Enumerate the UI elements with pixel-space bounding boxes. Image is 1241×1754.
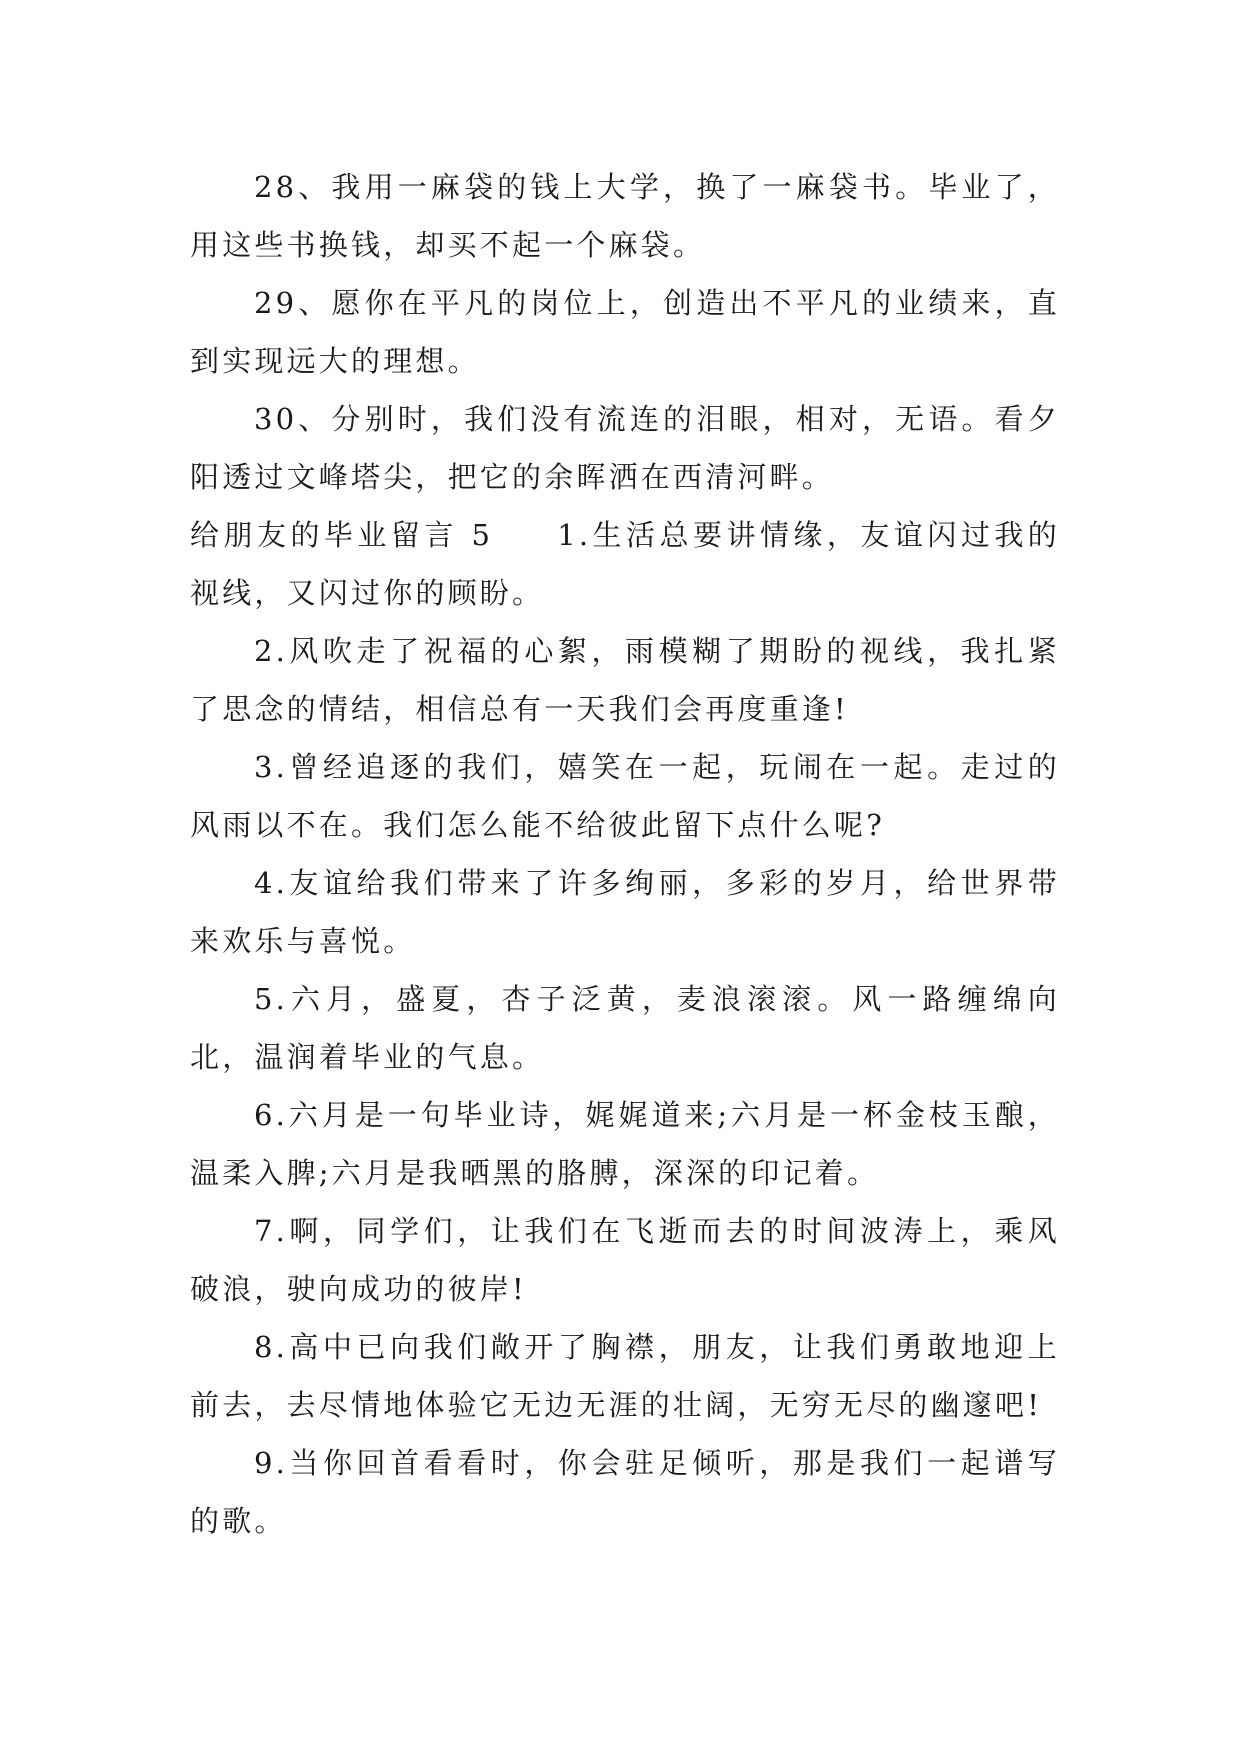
- paragraph-28: 28、我用一麻袋的钱上大学，换了一麻袋书。毕业了，用这些书换钱，却买不起一个麻袋。: [190, 170, 1060, 262]
- list-item-2: 2.风吹走了祝福的心絮，雨模糊了期盼的视线，我扎紧了思念的情结，相信总有一天我们会再度重逢!: [190, 634, 1060, 726]
- section-heading: 给朋友的毕业留言 5: [190, 518, 494, 552]
- list-item-6: 6.六月是一句毕业诗，娓娓道来;六月是一杯金枝玉酿，温柔入脾;六月是我晒黑的胳膊，深深的印记着。: [190, 1098, 1060, 1190]
- list-item-3: 3.曾经追逐的我们，嬉笑在一起，玩闹在一起。走过的风雨以不在。我们怎么能不给彼此留下点什么呢?: [190, 750, 1060, 842]
- list-item-9: 9.当你回首看看时，你会驻足倾听，那是我们一起谱写的歌。: [190, 1446, 1060, 1538]
- section-heading-row: [190, 506, 1060, 622]
- paragraph-29: 29、愿你在平凡的岗位上，创造出不平凡的业绩来，直到实现远大的理想。: [190, 286, 1060, 378]
- list-item-4: 4.友谊给我们带来了许多绚丽，多彩的岁月，给世界带来欢乐与喜悦。: [190, 866, 1060, 958]
- list-item-1: 1.生活总要讲情缘，友谊闪过我的视线，又闪过你的顾盼。: [190, 518, 1061, 610]
- paragraph-30: 30、分别时，我们没有流连的泪眼，相对，无语。看夕阳透过文峰塔尖，把它的余晖洒在西清河畔。: [190, 402, 1060, 494]
- list-item-8: 8.高中已向我们敞开了胸襟，朋友，让我们勇敢地迎上前去，去尽情地体验它无边无涯的壮阔，无穷无尽的幽邃吧!: [190, 1330, 1060, 1422]
- document-body: [190, 158, 1060, 1550]
- list-item-7: 7.啊，同学们，让我们在飞逝而去的时间波涛上，乘风破浪，驶向成功的彼岸!: [190, 1214, 1060, 1306]
- list-item-5: 5.六月，盛夏，杏子泛黄，麦浪滚滚。风一路缠绵向北，温润着毕业的气息。: [190, 982, 1060, 1074]
